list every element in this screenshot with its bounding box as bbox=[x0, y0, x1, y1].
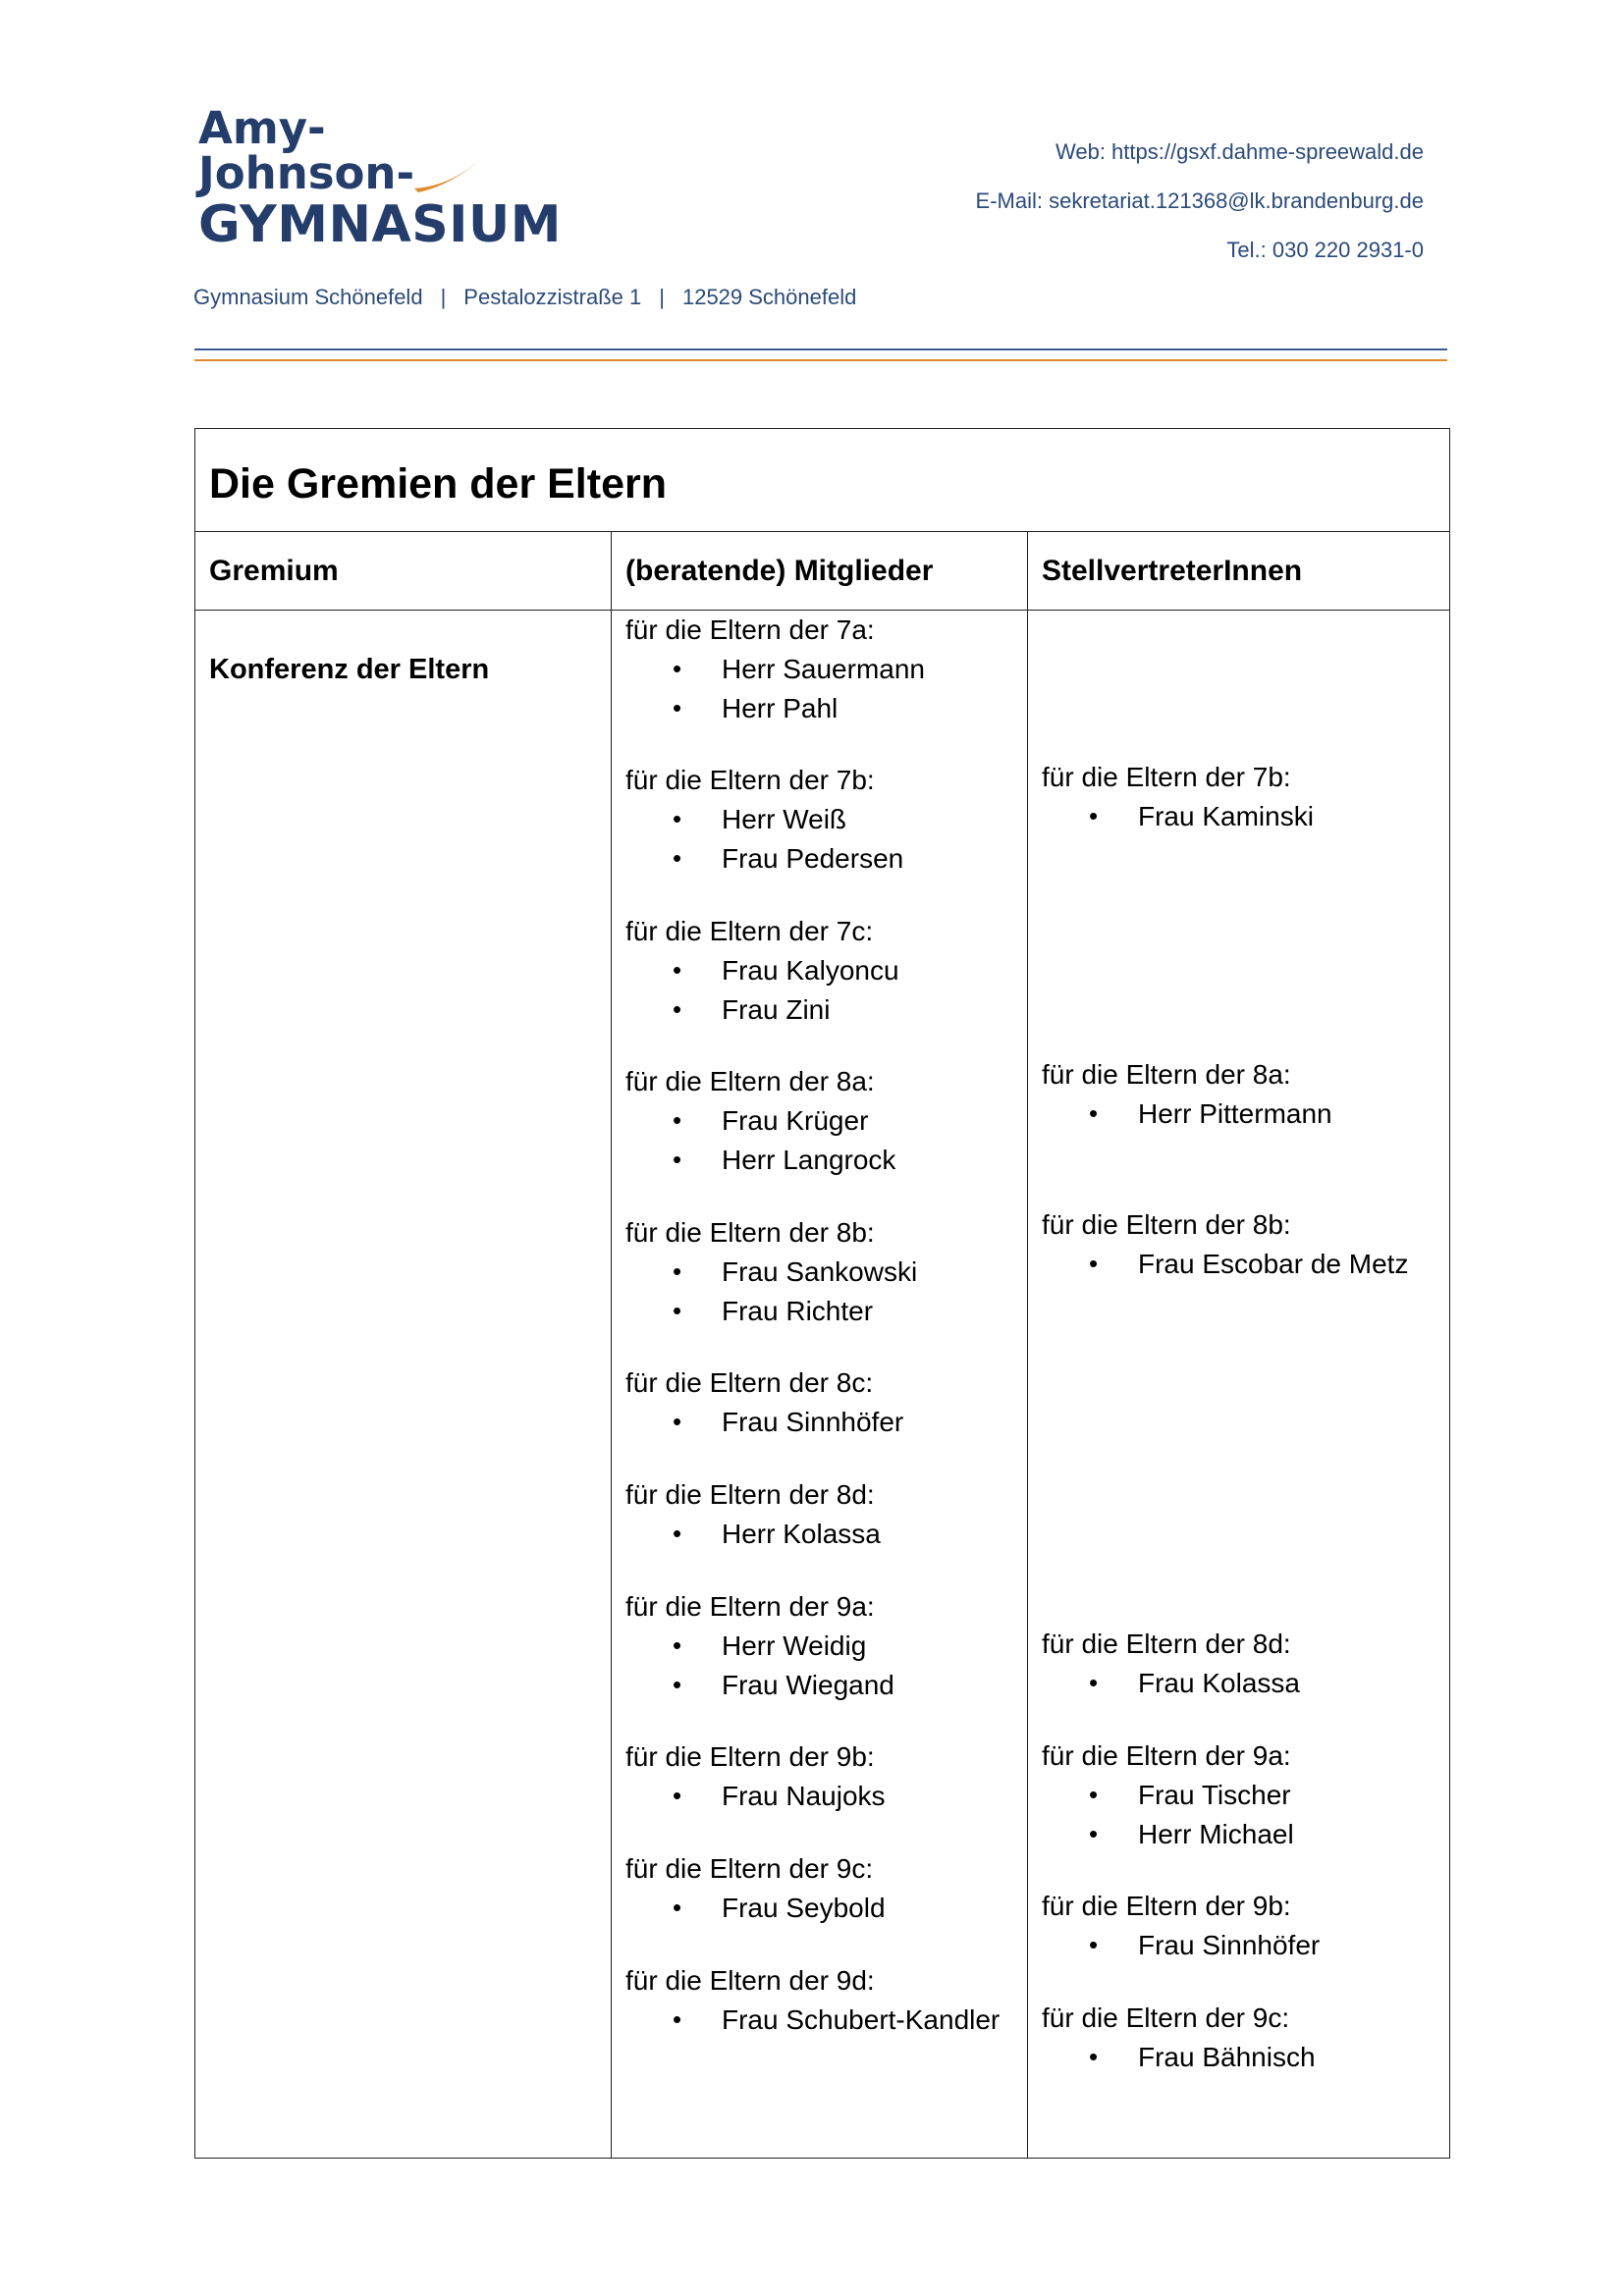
name-list bbox=[1042, 1926, 1435, 1965]
contact-phone: Tel.: 030 220 2931-0 bbox=[1226, 238, 1424, 262]
list-item bbox=[625, 1101, 1013, 1141]
bullet-icon: • bbox=[1089, 1930, 1099, 1959]
list-item bbox=[625, 1777, 1013, 1816]
person-name: Frau Wiegand bbox=[722, 1669, 894, 1700]
class-group-label: für die Eltern der 8a: bbox=[625, 1066, 875, 1096]
logo-text-line3: GYMNASIUM bbox=[198, 195, 562, 254]
list-item bbox=[1042, 1926, 1435, 1965]
name-list bbox=[625, 951, 1013, 1029]
name-list bbox=[1042, 1245, 1435, 1284]
list-item bbox=[1042, 797, 1435, 836]
bullet-icon: • bbox=[673, 1105, 682, 1135]
class-group-label: für die Eltern der 8c: bbox=[625, 1367, 874, 1398]
class-group bbox=[625, 611, 1013, 727]
bullet-icon: • bbox=[1089, 801, 1099, 830]
list-item bbox=[625, 1403, 1013, 1442]
person-name: Herr Langrock bbox=[722, 1144, 896, 1175]
class-group-label: für die Eltern der 7b: bbox=[1042, 762, 1291, 792]
person-name: Frau Schubert-Kandler bbox=[722, 2004, 1001, 2035]
list-item bbox=[625, 990, 1013, 1030]
bullet-icon: • bbox=[673, 1144, 682, 1174]
bullet-icon: • bbox=[673, 1407, 682, 1436]
name-list bbox=[625, 800, 1013, 878]
header-rule-orange bbox=[194, 359, 1447, 361]
logo-swoosh-icon bbox=[412, 147, 495, 196]
class-group-label: für die Eltern der 9d: bbox=[625, 1965, 875, 1996]
address-city: 12529 Schönefeld bbox=[681, 285, 857, 309]
list-item bbox=[1042, 1245, 1435, 1284]
person-name: Frau Bähnisch bbox=[1138, 2042, 1316, 2072]
class-group bbox=[625, 912, 1013, 1029]
header-gremium: Gremium bbox=[195, 532, 612, 611]
person-name: Herr Sauermann bbox=[722, 654, 925, 684]
class-group bbox=[1042, 1736, 1435, 1853]
name-list bbox=[1042, 1095, 1435, 1134]
class-group-label: für die Eltern der 8d: bbox=[625, 1479, 875, 1510]
list-item bbox=[625, 1141, 1013, 1180]
bullet-icon: • bbox=[673, 955, 682, 985]
list-item bbox=[625, 689, 1013, 728]
address-street: Pestalozzistraße 1 bbox=[463, 285, 642, 309]
stellvertreter-cell bbox=[1028, 611, 1450, 2159]
name-list bbox=[1042, 1664, 1435, 1703]
person-name: Frau Naujoks bbox=[722, 1781, 886, 1811]
name-list bbox=[625, 1101, 1013, 1179]
name-list bbox=[625, 1403, 1013, 1442]
mitglieder-cell bbox=[612, 611, 1028, 2159]
class-group bbox=[1042, 1205, 1435, 1284]
bullet-icon: • bbox=[673, 654, 682, 683]
list-item bbox=[625, 1666, 1013, 1705]
class-group bbox=[1042, 1625, 1435, 1703]
header-rule-blue bbox=[194, 348, 1447, 350]
list-item bbox=[625, 1889, 1013, 1928]
bullet-icon: • bbox=[1089, 1249, 1099, 1278]
list-item bbox=[625, 1515, 1013, 1554]
bullet-icon: • bbox=[673, 842, 682, 873]
bullet-icon: • bbox=[1089, 1098, 1099, 1128]
person-name: Herr Weidig bbox=[722, 1630, 867, 1661]
class-group-label: für die Eltern der 9a: bbox=[625, 1591, 875, 1622]
name-list bbox=[1042, 1776, 1435, 1853]
list-item bbox=[625, 1292, 1013, 1331]
table-row bbox=[195, 611, 1450, 2159]
class-group bbox=[625, 1363, 1013, 1442]
list-item bbox=[1042, 1815, 1435, 1854]
bullet-icon: • bbox=[673, 2004, 682, 2034]
list-item bbox=[1042, 2038, 1435, 2077]
bullet-icon: • bbox=[1089, 1668, 1099, 1697]
bullet-icon: • bbox=[673, 1295, 682, 1325]
name-list bbox=[1042, 797, 1435, 836]
bullet-icon: • bbox=[1089, 1780, 1099, 1809]
class-group bbox=[625, 1587, 1013, 1704]
person-name: Frau Sankowski bbox=[722, 1256, 918, 1287]
table-header-row bbox=[195, 532, 1450, 611]
person-name: Frau Tischer bbox=[1138, 1780, 1291, 1810]
class-group-label: für die Eltern der 7b: bbox=[625, 765, 875, 795]
person-name: Frau Kaminski bbox=[1138, 801, 1314, 831]
list-item bbox=[625, 800, 1013, 839]
bullet-icon: • bbox=[1089, 1818, 1099, 1848]
list-item bbox=[625, 2001, 1013, 2040]
person-name: Frau Richter bbox=[722, 1295, 874, 1326]
name-list bbox=[625, 1253, 1013, 1330]
name-list bbox=[625, 2001, 1013, 2040]
class-group bbox=[1042, 1887, 1435, 1965]
contact-block bbox=[976, 128, 1424, 275]
person-name: Frau Zini bbox=[722, 993, 831, 1025]
header-mitglieder: (beratende) Mitglieder bbox=[612, 532, 1028, 611]
address-separator: | bbox=[440, 285, 447, 309]
class-group bbox=[1042, 1055, 1435, 1134]
name-list bbox=[625, 1515, 1013, 1554]
bullet-icon: • bbox=[1089, 2042, 1099, 2071]
class-group bbox=[625, 1475, 1013, 1554]
address-separator: | bbox=[659, 285, 665, 309]
address-school: Gymnasium Schönefeld bbox=[193, 285, 423, 309]
list-item bbox=[625, 951, 1013, 990]
person-name: Frau Kalyoncu bbox=[722, 955, 899, 986]
bullet-icon: • bbox=[673, 1256, 682, 1286]
bullet-icon: • bbox=[673, 804, 682, 833]
list-item bbox=[1042, 1776, 1435, 1815]
list-item bbox=[625, 1627, 1013, 1666]
person-name: Frau Sinnhöfer bbox=[722, 1407, 904, 1437]
school-logo bbox=[198, 102, 562, 254]
person-name: Frau Seybold bbox=[722, 1893, 886, 1923]
list-item bbox=[1042, 1664, 1435, 1703]
class-group bbox=[625, 1213, 1013, 1330]
logo-text-line2: Johnson- bbox=[198, 147, 415, 199]
class-group bbox=[625, 761, 1013, 878]
logo-text-line1: Amy- bbox=[198, 102, 326, 154]
contact-email: E-Mail: sekretariat.121368@lk.brandenburg.de bbox=[975, 188, 1424, 213]
class-group-label: für die Eltern der 7c: bbox=[625, 916, 874, 946]
bullet-icon: • bbox=[673, 1519, 682, 1548]
bullet-icon: • bbox=[673, 993, 682, 1024]
person-name: Frau Pedersen bbox=[722, 842, 904, 874]
person-name: Herr Pittermann bbox=[1138, 1098, 1332, 1129]
class-group-label: für die Eltern der 9a: bbox=[1042, 1740, 1291, 1771]
class-group bbox=[1042, 758, 1435, 836]
class-group bbox=[1042, 1999, 1435, 2077]
gremien-table bbox=[194, 428, 1450, 2159]
class-group-label: für die Eltern der 8d: bbox=[1042, 1629, 1291, 1659]
class-group bbox=[625, 1737, 1013, 1816]
name-list bbox=[625, 650, 1013, 727]
name-list bbox=[1042, 2038, 1435, 2077]
person-name: Herr Michael bbox=[1138, 1818, 1294, 1849]
address-line bbox=[193, 285, 856, 310]
person-name: Herr Weiß bbox=[722, 804, 847, 834]
table-title-cell bbox=[195, 429, 1450, 532]
class-group bbox=[625, 1961, 1013, 2040]
contact-web: Web: https://gsxf.dahme-spreewald.de bbox=[1055, 139, 1424, 164]
person-name: Herr Pahl bbox=[722, 692, 839, 723]
gremium-name: Konferenz der Eltern bbox=[209, 654, 490, 685]
stellvertreter-list bbox=[1042, 611, 1435, 2158]
class-group-label: für die Eltern der 8b: bbox=[1042, 1209, 1291, 1240]
list-item bbox=[625, 650, 1013, 689]
name-list bbox=[625, 1627, 1013, 1704]
person-name: Frau Sinnhöfer bbox=[1138, 1930, 1321, 1960]
table-title: Die Gremien der Eltern bbox=[209, 459, 667, 507]
list-item bbox=[625, 1253, 1013, 1292]
list-item bbox=[625, 839, 1013, 879]
class-group-label: für die Eltern der 9b: bbox=[625, 1741, 875, 1772]
bullet-icon: • bbox=[673, 1630, 682, 1660]
bullet-icon: • bbox=[673, 692, 682, 722]
name-list bbox=[625, 1889, 1013, 1928]
mitglieder-list bbox=[625, 611, 1013, 2158]
gremium-cell bbox=[195, 611, 612, 2159]
header-stellvertreter: StellvertreterInnen bbox=[1028, 532, 1450, 611]
class-group bbox=[625, 1062, 1013, 1179]
person-name: Herr Kolassa bbox=[722, 1519, 881, 1549]
class-group-label: für die Eltern der 7a: bbox=[625, 614, 875, 645]
class-group bbox=[625, 1849, 1013, 1928]
class-group-label: für die Eltern der 9c: bbox=[1042, 2002, 1290, 2033]
class-group-label: für die Eltern der 9c: bbox=[625, 1853, 874, 1884]
class-group-label: für die Eltern der 9b: bbox=[1042, 1891, 1291, 1921]
bullet-icon: • bbox=[673, 1893, 682, 1922]
class-group-label: für die Eltern der 8a: bbox=[1042, 1059, 1291, 1090]
list-item bbox=[1042, 1095, 1435, 1134]
class-group-label: für die Eltern der 8b: bbox=[625, 1217, 875, 1248]
bullet-icon: • bbox=[673, 1669, 682, 1699]
person-name: Frau Kolassa bbox=[1138, 1668, 1300, 1698]
name-list bbox=[625, 1777, 1013, 1816]
bullet-icon: • bbox=[673, 1781, 682, 1810]
person-name: Frau Krüger bbox=[722, 1105, 869, 1136]
person-name: Frau Escobar de Metz bbox=[1138, 1249, 1409, 1279]
